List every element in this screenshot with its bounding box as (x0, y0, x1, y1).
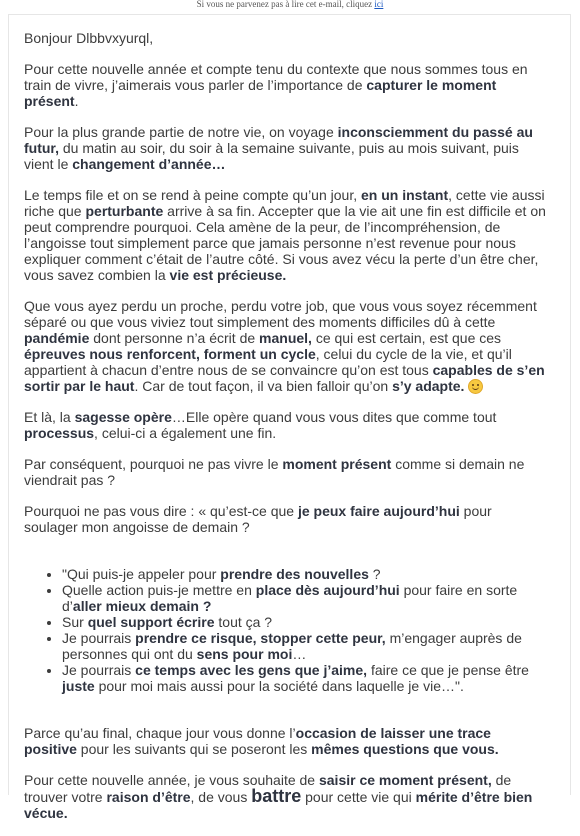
paragraph-trace: Parce qu’au final, chaque jour vous donne l’occasion de laisser une trace positive pour les suivants qui se poseront les mêmes questions que vous. (24, 725, 499, 757)
top-notice (0, 0, 580, 12)
top-notice-text: Si vous ne parvenez pas à lire cet e-mail, cliquez (196, 0, 373, 9)
paragraph-voyage: Pour la plus grande partie de notre vie, on voyage inconsciemment du passé au futur, du matin au soir, du soir à la semaine suivante, puis au mois suivant, puis vient le changement d’année… (24, 124, 533, 172)
emphasis-word: battre (251, 786, 302, 806)
list-item: • Sur quel support écrire tout ça ? (62, 614, 546, 630)
email-body (24, 30, 546, 836)
list-item: • "Qui puis-je appeler pour prendre des nouvelles ? (62, 566, 546, 582)
list-item: • Quelle action puis-je mettre en place dès aujourd’hui pour faire en sorte d’aller mieux demain ? (62, 582, 546, 614)
questions-list (24, 566, 546, 694)
read-online-link[interactable]: ici (374, 0, 384, 9)
paragraph-epreuves: Que vous ayez perdu un proche, perdu votre job, que vous vous soyez récemment séparé ou que vous viviez tout simplement des moments difficiles dû à cette pandémie dont personne n’a écrit de manuel, ce qui est certain, est que ces épreuves nous renforcent, forment un cycle, celui du cycle de la vie, et qu’il appartient à chacun d’entre nous de se convaincre qu’on est tous capables de s’en sortir par le haut. Car de tout façon, il va bien falloir qu’on s’y adapte. (24, 298, 545, 394)
paragraph-temps: Le temps file et on se rend à peine compte qu’un jour, en un instant, cette vie aussi riche que perturbante arrive à sa fin. Accepter que la vie ait une fin est difficile et on peut comprendre pourquoi. Cela amène de la peur, de l’incompréhension, de l’angoisse tout simplement parce que jamais personne n’est revenue pour nous expliquer comment c’était de l’autre côté. Si vous avez vécu la perte d’un être cher, vous savez combien la vie est précieuse. (24, 187, 546, 283)
list-item: • Je pourrais prendre ce risque, stopper cette peur, m’engager auprès de personnes qui ont du sens pour moi… (62, 630, 546, 662)
paragraph-question: Pourquoi ne pas vous dire : « qu’est-ce que je peux faire aujourd’hui pour soulager mon angoisse de demain ? (24, 503, 492, 535)
paragraph-moment-present: Par conséquent, pourquoi ne pas vivre le moment présent comme si demain ne viendrait pas ? (24, 456, 525, 488)
winking-face-icon (468, 379, 483, 394)
list-item: • Je pourrais ce temps avec les gens que j’aime, faire ce que je pense être juste pour moi mais aussi pour la société dans laquelle je vie…". (62, 662, 546, 694)
spacer (24, 709, 546, 725)
paragraph-intro: Pour cette nouvelle année et compte tenu du contexte que nous sommes tous en train de vivre, j’aimerais vous parler de l’importance de capturer le moment présent. (24, 61, 528, 109)
greeting: Bonjour Dlbbvxyurql, (24, 30, 154, 46)
paragraph-sagesse: Et là, la sagesse opère…Elle opère quand vous vous dites que comme tout processus, celui-ci a également une fin. (24, 409, 497, 441)
spacer (24, 550, 546, 566)
paragraph-voeux: Pour cette nouvelle année, je vous souhaite de saisir ce moment présent, de trouver votre raison d’être, de vous battre pour cette vie qui mérite d’être bien vécue. (24, 772, 533, 821)
